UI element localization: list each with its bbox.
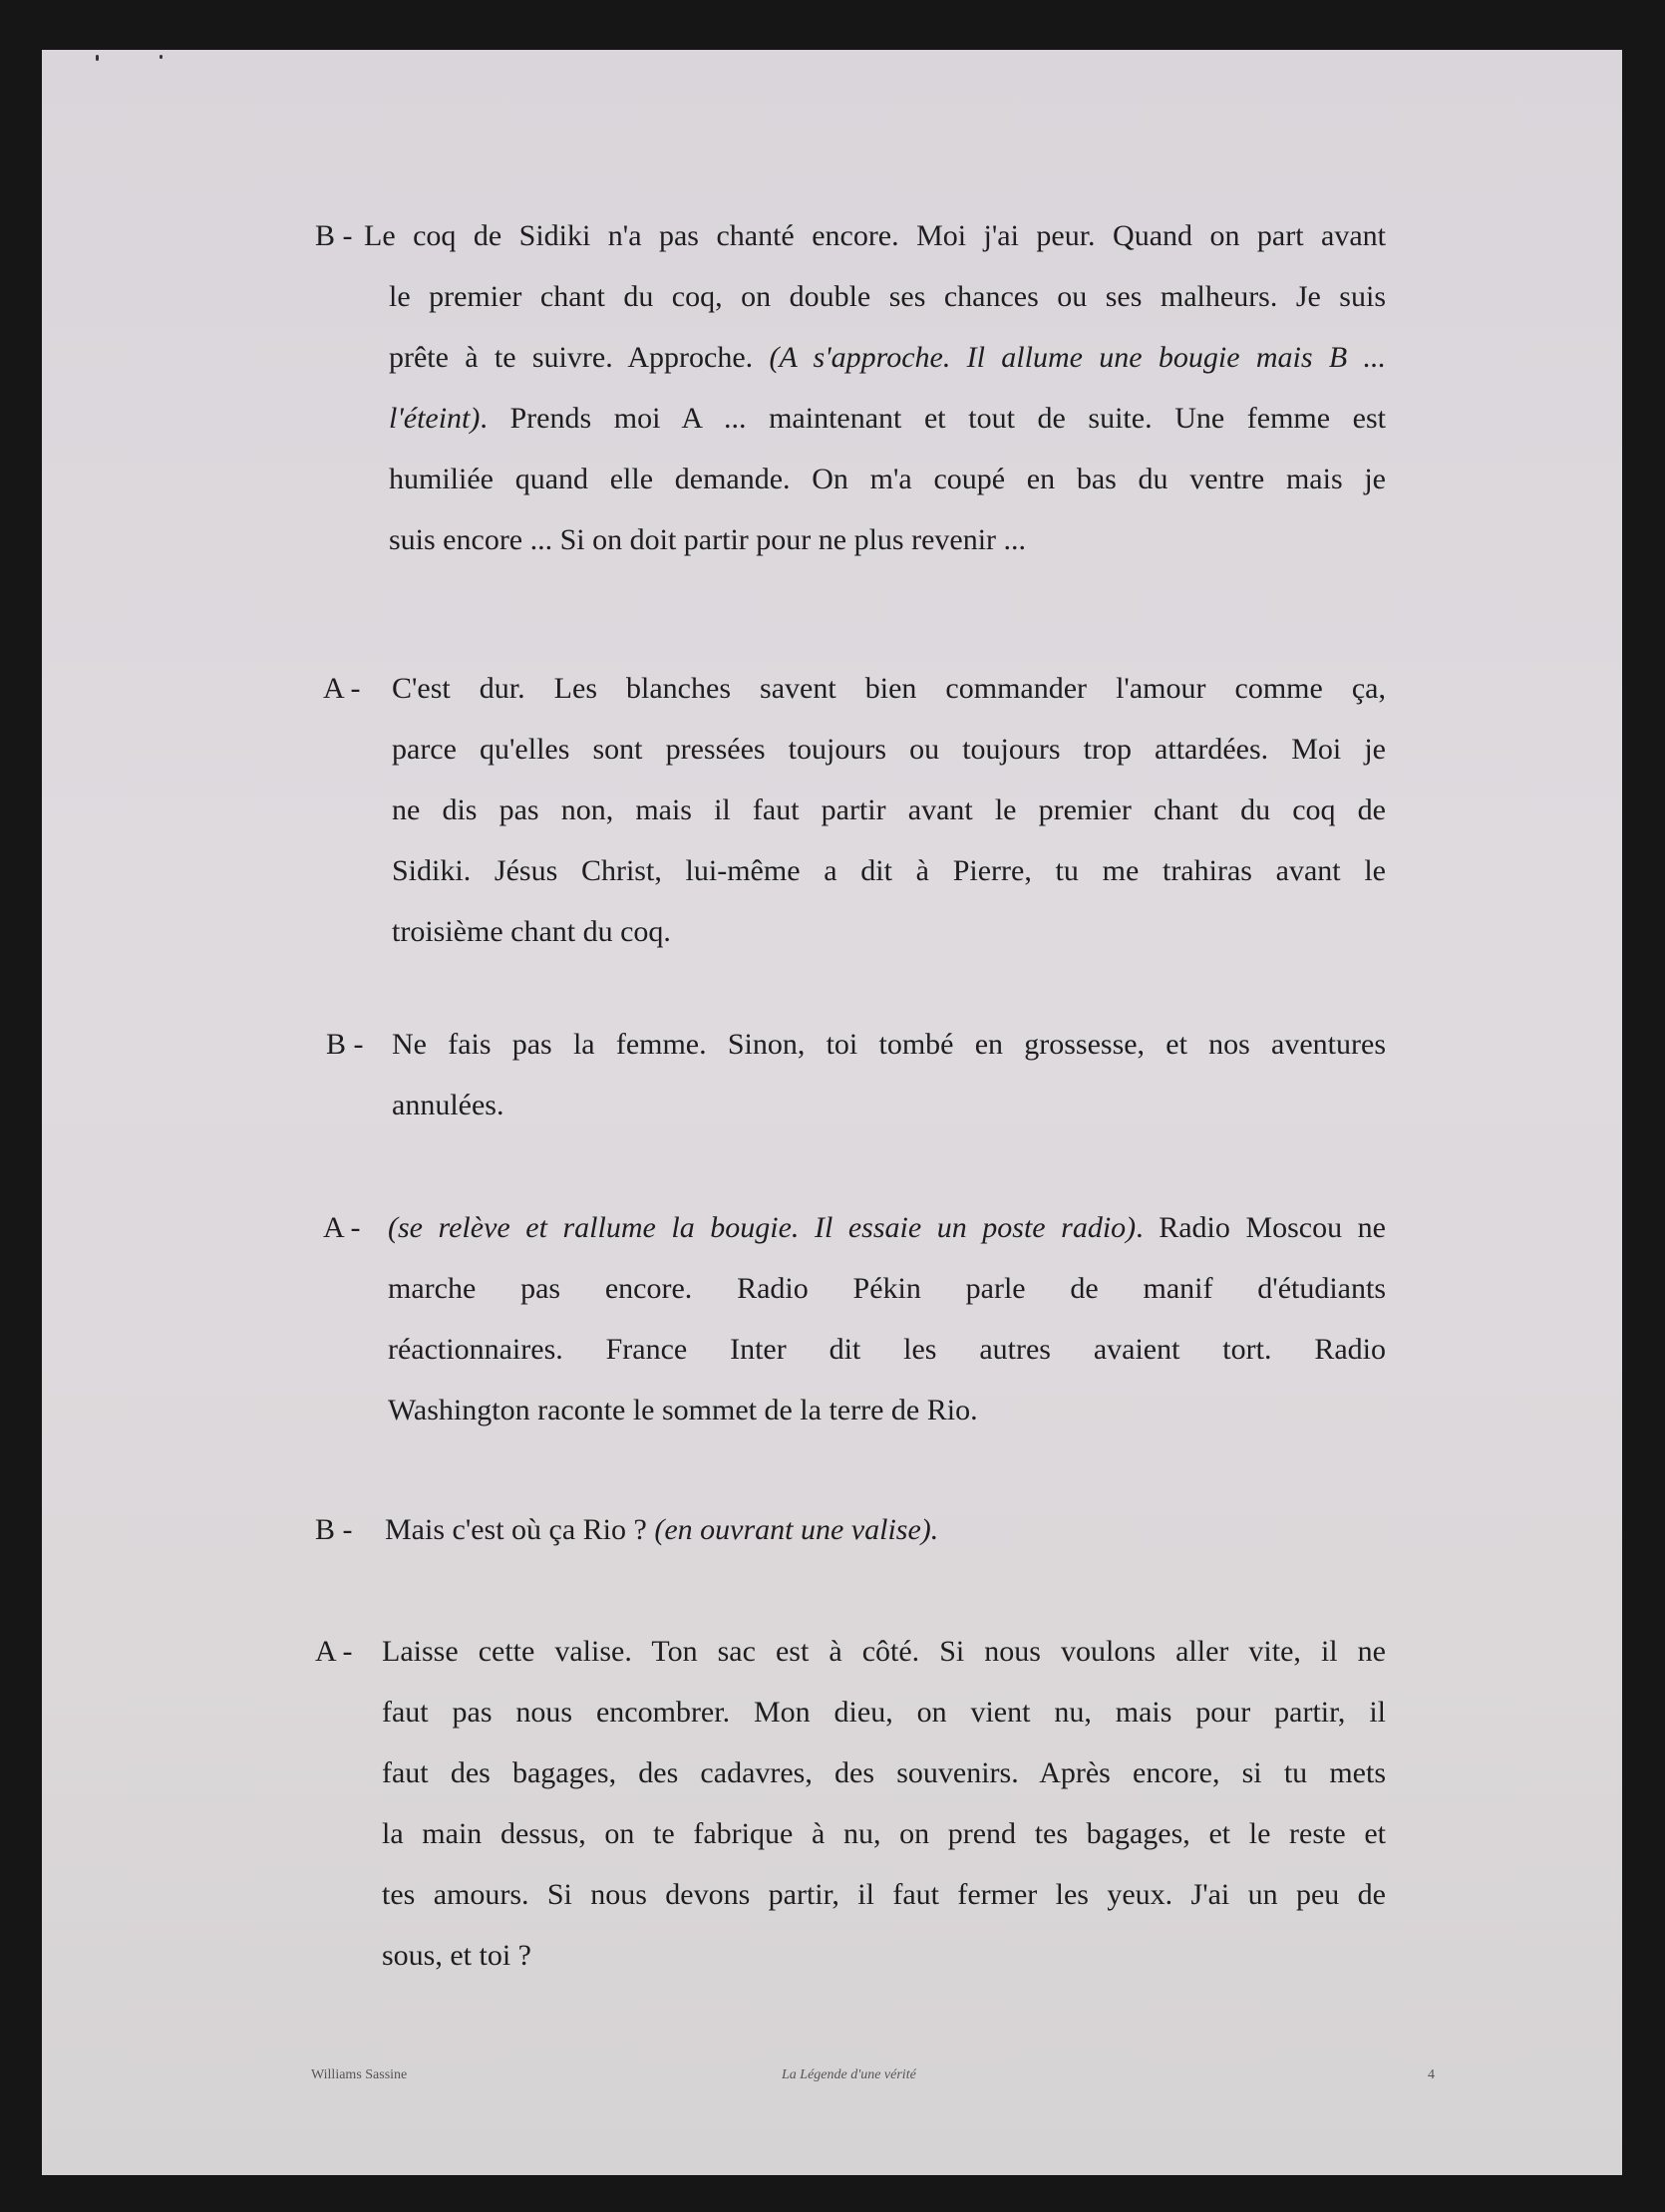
text-line	[392, 733, 1386, 767]
footer-author: Williams Sassine	[311, 2067, 408, 2082]
text-line	[389, 280, 1386, 314]
dialogue-text: parce qu'elles sont pressées toujours ou toujours trop attardées. Moi je	[392, 733, 1386, 766]
dialogue-text: tes amours. Si nous devons partir, il faut fermer les yeux. J'ai un peu de	[382, 1878, 1386, 1911]
dialogue-text: Le coq de Sidiki n'a pas chanté encore. Moi j'ai peur. Quand on part avant	[364, 219, 1386, 252]
text-line	[392, 1089, 503, 1122]
text-line	[389, 463, 1386, 496]
stage-direction: (en ouvrant une valise).	[654, 1513, 939, 1546]
speck-mark	[96, 55, 99, 61]
dialogue-text: Ne fais pas la femme. Sinon, toi tombé en grossesse, et nos aventures	[392, 1028, 1386, 1061]
text-line	[382, 1756, 1386, 1790]
text-line	[385, 1513, 938, 1547]
dialogue-text: suis encore ... Si on doit partir pour ne plus revenir ...	[389, 523, 1027, 556]
footer-title: La Légende d'une vérité	[782, 2067, 916, 2082]
dialogue-text: Sidiki. Jésus Christ, lui-même a dit à Pierre, tu me trahiras avant le	[392, 854, 1386, 887]
dialogue-text: . Prends moi A ... maintenant et tout de suite. Une femme est	[480, 402, 1386, 435]
dialogue-text: C'est dur. Les blanches savent bien commander l'amour comme ça,	[392, 672, 1386, 705]
dialogue-text: Laisse cette valise. Ton sac est à côté. Si nous voulons aller vite, il ne	[382, 1635, 1386, 1668]
stage-direction: (se relève et rallume la bougie. Il essaie un poste radio)	[388, 1211, 1137, 1244]
stage-direction: l'éteint)	[389, 402, 481, 435]
text-line	[389, 523, 1026, 557]
text-line	[388, 1394, 978, 1427]
dialogue-text: Washington raconte le sommet de la terre de Rio.	[388, 1394, 978, 1426]
text-line	[382, 1878, 1386, 1912]
dialogue-text: . Radio Moscou ne	[1136, 1211, 1386, 1244]
text-line	[364, 219, 1386, 253]
dialogue-text: sous, et toi ?	[382, 1939, 531, 1972]
text-line	[388, 1272, 1386, 1306]
footer-page-number: 4	[1428, 2067, 1435, 2082]
text-line	[382, 1817, 1386, 1851]
text-line	[389, 341, 1386, 375]
document-page	[42, 50, 1622, 2175]
speaker-label: A -	[323, 672, 361, 705]
text-line	[392, 672, 1386, 706]
text-line	[382, 1696, 1386, 1730]
speaker-label: B -	[315, 219, 353, 252]
text-line	[392, 915, 671, 949]
dialogue-text: ne dis pas non, mais il faut partir avant le premier chant du coq de	[392, 793, 1386, 826]
text-line	[382, 1635, 1386, 1669]
dialogue-text: troisième chant du coq.	[392, 915, 671, 948]
dialogue-text: Mais c'est où ça Rio ?	[385, 1513, 655, 1546]
dialogue-text: faut des bagages, des cadavres, des souvenirs. Après encore, si tu mets	[382, 1756, 1386, 1789]
dialogue-text: le premier chant du coq, on double ses chances ou ses malheurs. Je suis	[389, 280, 1386, 313]
dialogue-text: marche pas encore. Radio Pékin parle de manif d'étudiants	[388, 1272, 1386, 1305]
text-line	[392, 1028, 1386, 1062]
text-line	[392, 854, 1386, 888]
stage-direction: (A s'approche. Il allume une bougie mais B ...	[769, 341, 1387, 374]
text-line	[389, 402, 1386, 436]
speaker-label: A -	[323, 1211, 361, 1244]
dialogue-text: réactionnaires. France Inter dit les autres avaient tort. Radio	[388, 1333, 1386, 1366]
dialogue-text: annulées.	[392, 1089, 504, 1121]
dialogue-text: humiliée quand elle demande. On m'a coupé en bas du ventre mais je	[389, 463, 1386, 495]
speaker-label: B -	[315, 1513, 353, 1546]
text-line	[382, 1939, 531, 1973]
speaker-label: B -	[326, 1028, 364, 1061]
text-line	[388, 1211, 1386, 1245]
dialogue-text: la main dessus, on te fabrique à nu, on prend tes bagages, et le reste et	[382, 1817, 1386, 1850]
speaker-label: A -	[315, 1635, 353, 1668]
speck-mark	[160, 55, 163, 59]
dialogue-text: faut pas nous encombrer. Mon dieu, on vient nu, mais pour partir, il	[382, 1696, 1386, 1729]
text-line	[388, 1333, 1386, 1367]
dialogue-text: prête à te suivre. Approche.	[389, 341, 770, 374]
text-line	[392, 793, 1386, 827]
